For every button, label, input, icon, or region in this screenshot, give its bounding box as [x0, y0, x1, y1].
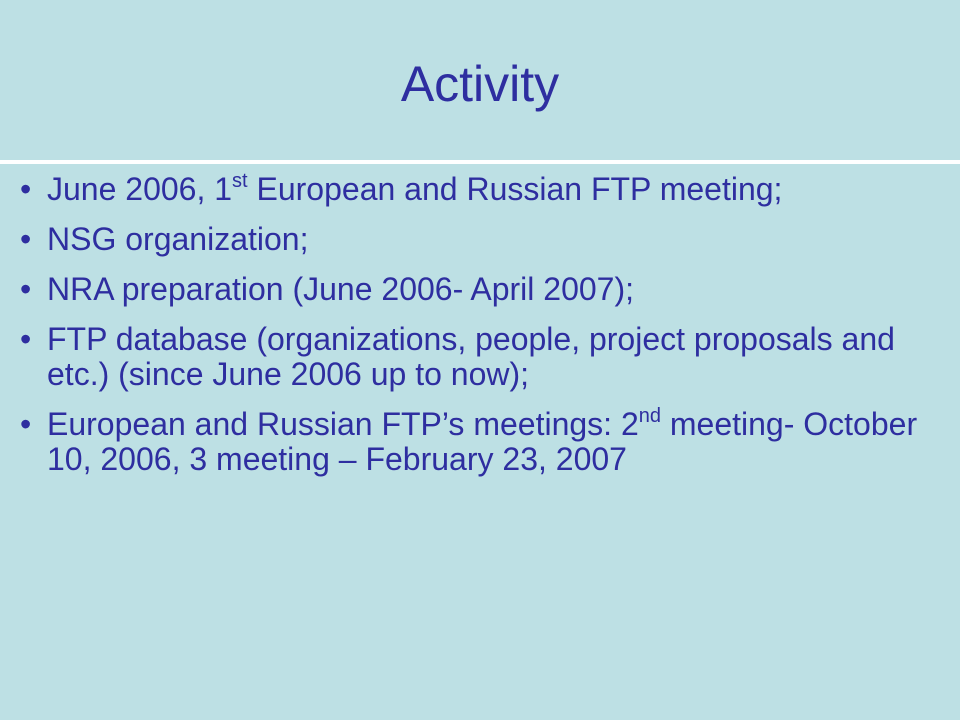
bullet-superscript: nd: [638, 405, 661, 428]
slide-title: Activity: [400, 56, 560, 112]
bullet-marker: •: [20, 321, 32, 357]
bullet-text-segment: FTP database (organizations, people, project proposals and etc.) (since June 2006 up to now);: [47, 321, 895, 392]
bullet-marker: •: [20, 221, 32, 257]
bullet-text: [47, 221, 308, 257]
bullet-item: [20, 272, 940, 307]
bullet-text: [47, 171, 782, 207]
bullet-item: [20, 222, 940, 257]
bullet-text: [47, 406, 917, 477]
bullet-superscript: st: [232, 170, 248, 193]
bullet-text-segment: NSG organization;: [47, 221, 309, 257]
bullet-text-segment: June 2006, 1: [47, 171, 233, 207]
bullet-text-segment: European and Russian FTP meeting;: [247, 171, 783, 207]
bullet-item: [20, 172, 940, 207]
bullet-text-segment: NRA preparation (June 2006- April 2007);: [47, 271, 635, 307]
bullet-item: [20, 407, 940, 477]
bullet-item: [20, 322, 940, 392]
bullet-text-segment: meeting- October 10, 2006, 3 meeting – February 23, 2007: [47, 406, 918, 477]
title-divider: [0, 160, 960, 164]
bullet-marker: •: [20, 271, 32, 307]
bullet-marker: •: [20, 406, 32, 442]
bullet-text-segment: European and Russian FTP’s meetings: 2: [47, 406, 639, 442]
bullet-text: [47, 271, 634, 307]
bullet-text: [47, 321, 895, 392]
bullet-marker: •: [20, 171, 32, 207]
bullet-list: [20, 172, 940, 492]
